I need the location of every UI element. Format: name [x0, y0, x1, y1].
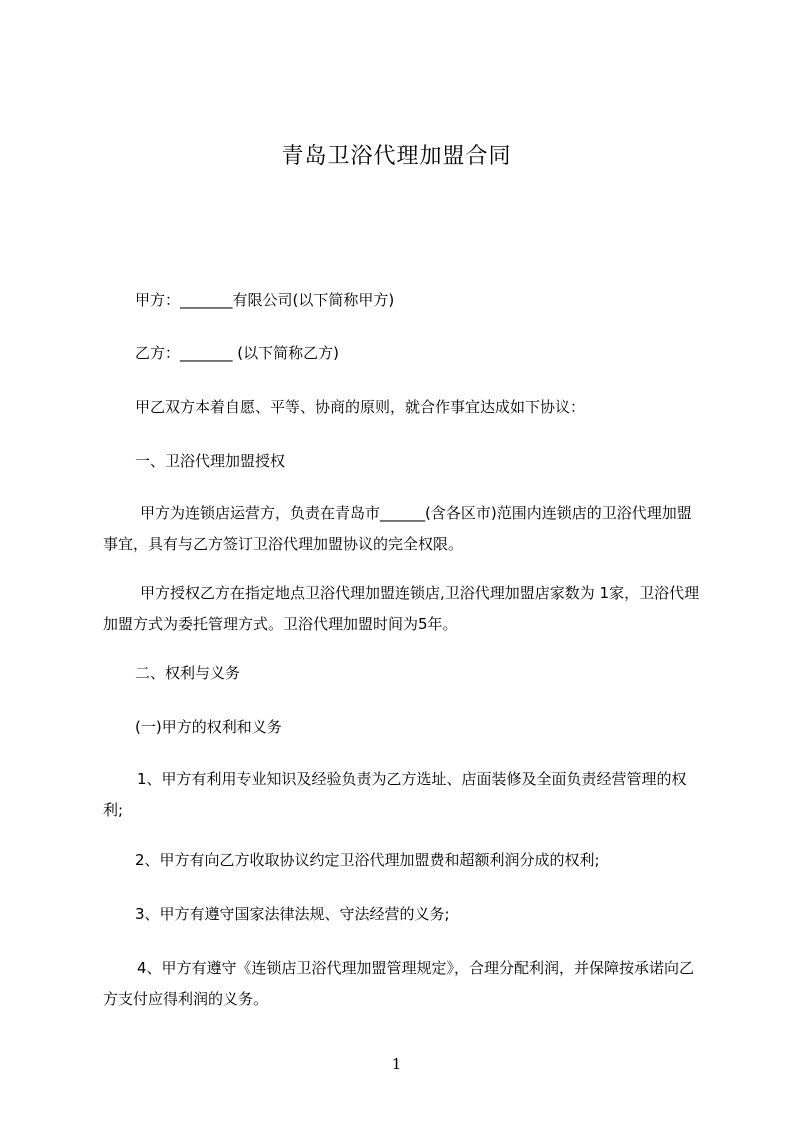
section-heading-authorization: 一、卫浴代理加盟授权 — [135, 452, 286, 470]
page-number: 1 — [391, 1055, 402, 1073]
authorization-paragraph-2: 甲方授权乙方在指定地点卫浴代理加盟连锁店,卫浴代理加盟店家数为 1家，卫浴代理加盟方式为委托管理方式。卫浴代理加盟时间为5年。 — [103, 584, 700, 633]
document-title: 青岛卫浴代理加盟合同 — [281, 144, 512, 169]
party-a-clause-2: 2、甲方有向乙方收取协议约定卫浴代理加盟费和超额利润分成的权利; — [135, 851, 600, 869]
party-a-line: 甲方：_______有限公司(以下简称甲方) — [135, 291, 395, 309]
party-a-clause-4: 4、甲方有遵守《连锁店卫浴代理加盟管理规定》，合理分配利润，并保障按承诺向乙方支付应得利润的义务。 — [103, 959, 695, 1008]
preamble-paragraph: 甲乙双方本着自愿、平等、协商的原则，就合作事宜达成如下协议： — [135, 398, 586, 416]
subsection-heading-party-a: (一)甲方的权利和义务 — [135, 718, 282, 736]
authorization-paragraph-1: 甲方为连锁店运营方，负责在青岛市______(含各区市)范围内连锁店的卫浴代理加盟事宜，具有与乙方签订卫浴代理加盟协议的完全权限。 — [103, 504, 692, 553]
section-heading-rights-duties: 二、权利与义务 — [135, 664, 241, 682]
party-a-clause-1: 1、甲方有利用专业知识及经验负责为乙方选址、店面装修及全面负责经营管理的权利; — [103, 770, 687, 819]
party-a-clause-3: 3、甲方有遵守国家法律法规、守法经营的义务; — [135, 905, 450, 923]
party-b-line: 乙方：_______ (以下简称乙方) — [135, 344, 339, 362]
